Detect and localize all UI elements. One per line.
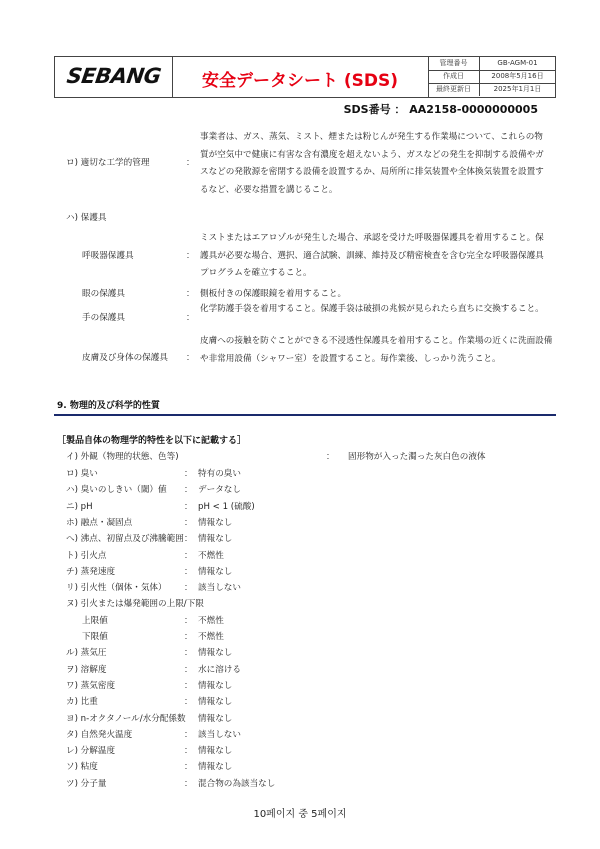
property-value: 情報なし (198, 566, 233, 577)
meta-row-management-no (428, 57, 555, 71)
property-value: pH < 1 (硫酸) (198, 501, 255, 512)
logo-cell (55, 57, 173, 97)
ppe-hand-text: 化学防護手袋を着用すること。保護手袋は破損の兆候が見られたら直ちに交換すること。 (200, 304, 544, 314)
property-value: データなし (198, 485, 241, 496)
property-colon: ： (184, 501, 193, 512)
property-row (66, 662, 546, 678)
property-label: ニ) pH (66, 501, 93, 512)
property-colon: ： (184, 648, 193, 659)
property-value: 情報なし (198, 713, 233, 724)
ppe-colon: ： (186, 251, 195, 261)
property-label: リ) 引火性（個体・気体） (66, 583, 167, 594)
document-header (54, 56, 556, 98)
property-colon: ： (184, 485, 193, 496)
property-row (66, 743, 546, 759)
property-row (66, 548, 546, 564)
property-row (66, 613, 546, 629)
property-value: 不燃性 (198, 550, 224, 561)
property-label: レ) 分解温度 (66, 746, 116, 757)
property-value: 情報なし (198, 648, 233, 659)
property-value: 情報なし (198, 762, 233, 773)
property-row (66, 759, 546, 775)
property-colon: ： (184, 517, 193, 528)
ppe-eye-text: 側板付きの保護眼鏡を着用すること。 (200, 289, 347, 299)
property-row (66, 727, 546, 743)
ppe-respiratory-text: ミストまたはエアロゾルが発生した場合、承認を受けた呼吸器保護具を着用すること。保護具が必要な場合、選択、適合試験、訓練、維持及び精密検査を含む完全な呼吸器保護具プログラムを確立すること。 (200, 233, 544, 278)
property-colon: ： (184, 762, 193, 773)
property-row (66, 482, 546, 498)
property-row (66, 776, 546, 792)
ppe-heading: ハ) 保護具 (66, 213, 107, 223)
property-row (66, 515, 546, 531)
property-label: カ) 比重 (66, 697, 98, 708)
property-row (66, 564, 546, 580)
property-value: 不燃性 (198, 615, 224, 626)
appearance-colon: ： (326, 452, 335, 462)
property-colon: ： (184, 729, 193, 740)
property-label: ロ) 臭い (66, 469, 98, 479)
property-row (66, 466, 546, 482)
property-value: 情報なし (198, 697, 233, 708)
ppe-hand-label: 手の保護具 (82, 313, 125, 323)
property-value: 該当しない (198, 729, 241, 740)
property-value: 情報なし (198, 517, 233, 528)
meta-value: 2008年5月16日 (491, 72, 544, 80)
property-colon: ： (184, 778, 193, 789)
property-row (66, 694, 546, 710)
property-colon: ： (184, 664, 193, 675)
engineering-label: ロ) 適切な工学的管理 (66, 158, 150, 168)
property-label: チ) 蒸発速度 (66, 566, 116, 577)
document-title: 安全データシート (SDS) (201, 71, 399, 91)
property-label: ワ) 蒸気密度 (66, 680, 116, 691)
property-value: 水に溶ける (198, 664, 241, 675)
property-colon: ： (184, 550, 193, 561)
property-row (66, 499, 546, 515)
property-value: 該当しない (198, 583, 241, 594)
property-label: ヨ) n-オクタノール/水分配係数 (66, 713, 186, 724)
property-value: 情報なし (198, 746, 233, 757)
property-label: 下限値 (82, 632, 108, 642)
property-label: ハ) 臭いのしきい（閾）値 (66, 485, 167, 496)
engineering-text: 事業者は、ガス、蒸気、ミスト、煙または粉じんが発生する作業場について、これらの物質が空気中で健康に有害な含有濃度を超えないよう、ガスなどの発生を抑制する設備やガスなどの発散源を密閉する設備を設置するか、局所所に排気装置や全体換気装置を設置するなど、必要な措置を講じること。 (200, 132, 544, 195)
appearance-value: 固形物が入った濁った灰白色の液体 (348, 452, 486, 462)
property-label: ソ) 粘度 (66, 762, 98, 773)
meta-label: 作成日 (428, 70, 480, 83)
appearance-label: イ) 外観（物理的状態、色等) (66, 452, 179, 462)
meta-row-updated (428, 83, 555, 96)
property-colon: ： (184, 697, 193, 708)
property-colon: ： (184, 469, 193, 479)
property-colon: ： (184, 615, 193, 626)
property-colon: ： (184, 746, 193, 757)
property-label: へ) 沸点、初留点及び沸騰範囲 (66, 534, 184, 545)
property-value: 情報なし (198, 680, 233, 691)
property-colon: ： (184, 632, 193, 642)
meta-value: GB-AGM-01 (497, 59, 538, 67)
ppe-colon: ： (186, 289, 195, 299)
property-row (66, 596, 546, 612)
meta-row-created (428, 70, 555, 84)
property-row (66, 629, 546, 645)
property-label: ヲ) 溶解度 (66, 664, 107, 675)
sds-number: SDS番号 ： AA2158-0000000005 (343, 103, 538, 116)
company-logo: SEBANG (65, 64, 163, 88)
section-divider (54, 414, 556, 416)
ppe-skin-text: 皮膚への接触を防ぐことができる不浸透性保護具を着用すること。作業場の近くに洗面設備や非常用設備（シャワー室）を設置すること。毎作業後、しっかり洗うこと。 (200, 336, 553, 364)
property-label: ト) 引火点 (66, 550, 107, 561)
property-row (66, 531, 546, 547)
property-value: 不燃性 (198, 632, 224, 642)
property-row (66, 645, 546, 661)
property-label: タ) 自然発火温度 (66, 729, 133, 740)
property-row (66, 711, 546, 727)
property-colon: ： (184, 566, 193, 577)
property-value: 情報なし (198, 534, 233, 545)
section-9-title: 9. 物理的及び科学的性質 (57, 401, 160, 411)
property-label: ル) 蒸気圧 (66, 648, 107, 659)
property-label: ツ) 分子量 (66, 778, 107, 789)
meta-label: 管理番号 (428, 57, 480, 70)
ppe-colon: ： (186, 313, 195, 323)
ppe-colon: ： (186, 353, 195, 363)
ppe-respiratory-label: 呼吸器保護具 (82, 251, 134, 261)
property-colon: ： (184, 680, 193, 691)
ppe-eye-label: 眼の保護具 (82, 289, 125, 299)
ppe-skin-label: 皮膚及び身体の保護具 (82, 353, 168, 363)
property-colon: ： (184, 534, 193, 545)
section-9-subtitle: ［製品自体の物理学的特性を以下に記載する］ (57, 436, 247, 446)
property-value: 混合物の為該当なし (198, 778, 276, 789)
engineering-colon: ： (186, 158, 195, 168)
property-row (66, 678, 546, 694)
title-cell (172, 57, 429, 97)
property-value: 特有の臭い (198, 469, 241, 479)
meta-table (428, 57, 555, 97)
property-label: 上限値 (82, 615, 108, 626)
property-row (66, 580, 546, 596)
page-number: 10페이지 중 5페이지 (253, 809, 347, 820)
property-colon: ： (184, 583, 193, 594)
property-label: ホ) 融点・凝固点 (66, 517, 133, 528)
meta-label: 最終更新日 (428, 83, 480, 96)
meta-value: 2025年1月1日 (493, 85, 542, 93)
property-label: ヌ) 引火または爆発範囲の上限/下限 (66, 599, 204, 610)
